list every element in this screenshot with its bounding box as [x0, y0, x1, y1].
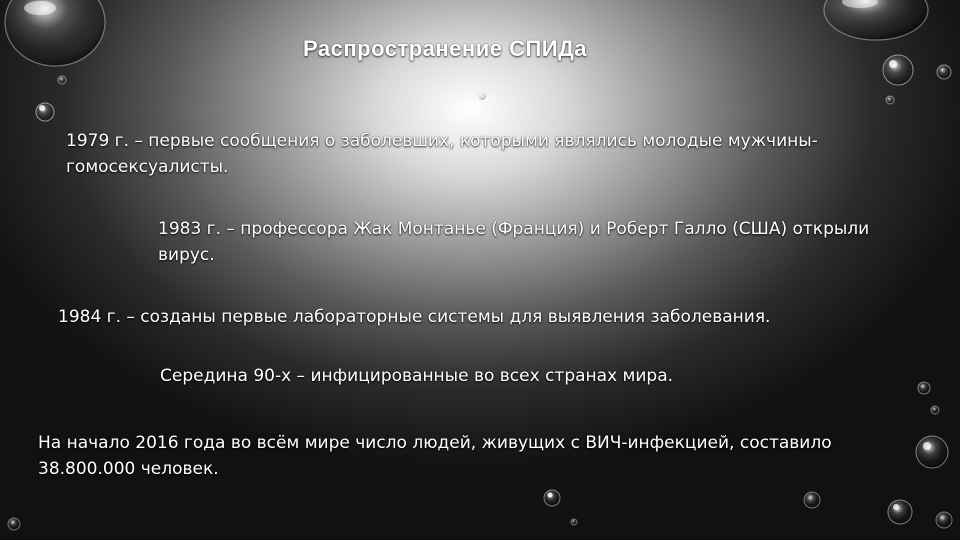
drop	[937, 65, 951, 79]
drop	[36, 103, 54, 121]
drop	[886, 96, 894, 104]
drop	[824, 0, 928, 40]
drop	[478, 92, 486, 100]
drop	[8, 518, 20, 530]
paragraph-2016: На начало 2016 года во всём мире число людей, живущих с ВИЧ-инфекцией, составило 38.800.000 человек.	[38, 433, 832, 479]
drop	[544, 490, 560, 506]
drop	[931, 406, 939, 414]
drop	[936, 512, 952, 528]
paragraph-1984: 1984 г. – созданы первые лабораторные системы для выявления заболевания.	[58, 307, 771, 327]
drop	[571, 519, 577, 525]
drop	[888, 500, 912, 524]
paragraph-90s: Середина 90-х – инфицированные во всех странах мира.	[160, 366, 674, 386]
drop	[804, 492, 820, 508]
paragraph-1983: 1983 г. – профессора Жак Монтанье (Франция) и Роберт Галло (США) открыли вирус.	[158, 219, 870, 265]
paragraph-1979: 1979 г. – первые сообщения о заболевших, которыми являлись молодые мужчины-гомосексуалисты.	[66, 131, 818, 177]
drop	[58, 76, 66, 84]
slide-title: Распространение СПИДа	[302, 36, 588, 61]
drop	[916, 436, 948, 468]
